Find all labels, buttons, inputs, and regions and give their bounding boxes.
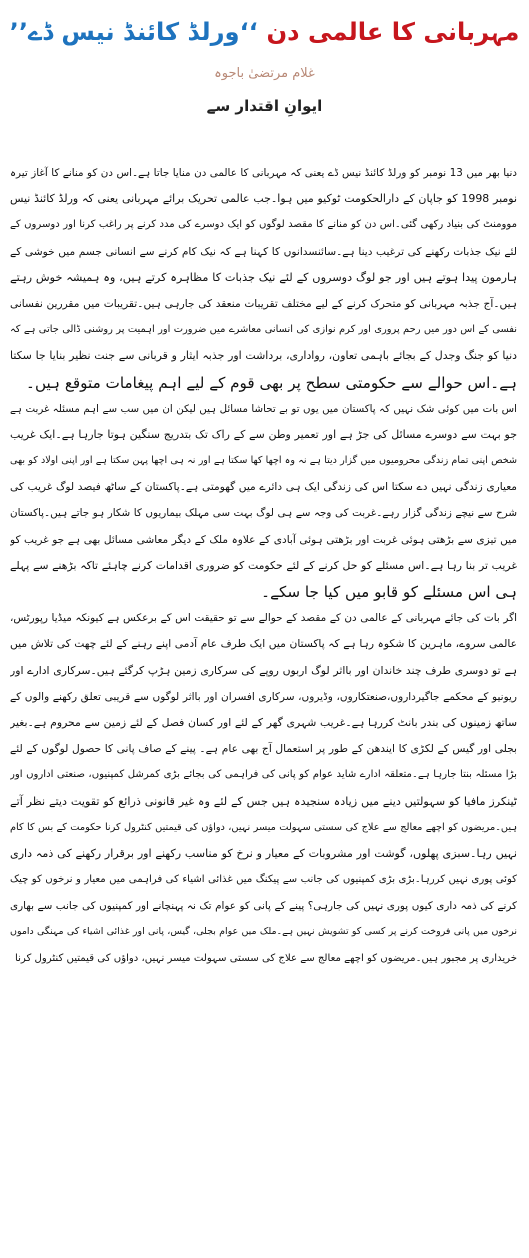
paragraph-3-line: ہیں۔مریضوں کو اچھے معالج سے علاج کی سستی سہولت میسر نہیں، دواؤں کی قیمتیں کنٹرول کرنا حکومت کے بس کا کام [10,821,517,833]
paragraph-3-line: نرخوں میں پانی فروخت کرنے پر کسی کو تشویش نہیں ہے۔ملک میں عوام بجلی، گیس، پانی اور غذائی اشیاء کی مہنگی داموں [10,926,517,938]
paragraph-2-line: اس بات میں کوئی شک نہیں کہ پاکستان میں یوں تو بے تحاشا مسائل ہیں لیکن ان میں سب سے اہم مسئلہ غربت ہے [10,402,517,415]
paragraph-3-line: کوئی پوری نہیں کررہا۔بڑی بڑی کمپنیوں کی جانب سے پیکنگ میں غذائی اشیاء کی فراہمی میں معیار و نرخوں کو چیک [10,874,517,886]
headline-quoted: ‘‘ورلڈ کائنڈ نیس ڈے’’ [9,18,258,46]
paragraph-2-line: شرح سے نیچے زندگی گزار رہے۔غربت کی وجہ سے ہی لوگ بہت سی مہلک بیماریوں کا شکار ہو جاتے ہیں۔پاکستان [10,507,517,520]
article-body [10,160,517,972]
paragraph-3-line: کرنے کی ذمہ داری کیوں پوری نہیں کی جارہی؟ پینے کے پانی کو عوام تک نہ پہنچانے اور کمپنیوں کی جانب سے بھاری [10,900,517,913]
paragraph-3-line: ساتھ زمینوں کی بندر بانٹ کررہا ہے۔غریب شہری گھر کے لئے اور کسان فصل کے لئے زمین سے محروم ہے۔بغیر [10,715,517,729]
column-name: ایوانِ اقتدار سے [206,97,323,115]
paragraph-3-line: ریونیو کے محکمے جاگیرداروں،صنعتکاروں، وڈیروں، سرکاری افسران اور بااثر لوگوں سے قریبی تعلق رکھنے والوں کے [10,690,517,703]
paragraph-3-line: خریداری پر مجبور ہیں۔مریضوں کو اچھے معالج سے علاج کی سستی سہولت میسر نہیں، دواؤں کی قیمتیں کنٹرول کرنا [14,952,517,964]
paragraph-3-line: عالمی سروے، ماہرین کا شکوہ رہا ہے کہ پاکستان میں ایک طرف عام آدمی اپنے رہنے کے لئے چھت کی تلاش میں [10,637,517,651]
paragraph-3-line: ٹینکرز مافیا کو سہولتیں دینے میں زیادہ سنجیدہ ہیں جس کے لئے وہ غیر قانونی ذرائع کو تقویت دیتے نظر آتے [10,794,517,808]
paragraph-1-line: نومبر 1998 کو جاپان کے دارالحکومت ٹوکیو میں ہوا۔جب عالمی تحریک برائے مہربانی یعنی کہ ورلڈ کائنڈ نیس [10,192,517,206]
paragraph-1-line: ہیں۔آج جذبہ مہربانی کو متحرک کرنے کے لیے مختلف تقریبات منعقد کی جارہی ہیں۔تقریبات میں مقررین نفسانی [10,297,517,310]
paragraph-1-line: موومنٹ کی بنیاد رکھی گئی۔اس دن کو منانے کا مقصد لوگوں کو ایک دوسرے کی مدد کرنے پر راغب کرنا اور دوسروں کے [10,219,517,231]
paragraph-1-line: ہارمون پیدا ہوتے ہیں اور جو لوگ دوسروں کے لئے نیک جذبات کا مظاہرہ کرتے ہیں، وہ ہمیشہ خوش رہتے [10,270,517,284]
headline-main: مہربانی کا عالمی دن [266,18,520,46]
paragraph-3-line: بڑا مسئلہ بنتا جارہا ہے۔متعلقہ ادارے شاید عوام کو پانی کی فراہمی کی بجائے بڑی کمرشل کمپنیوں، صنعتی اداروں اور [10,769,517,781]
paragraph-2-line: معیاری زندگی نہیں دے سکتا اس کی زندگی ایک ہی دائرے میں گھومتی ہے۔پاکستان کے ساٹھ فیصد لوگ غریب کی [10,480,517,494]
article-headline [0,12,529,52]
paragraph-1-line: ہے۔اس حوالے سے حکومتی سطح پر بھی قوم کے لیے اہم پیغامات متوقع ہیں۔ [26,373,517,392]
paragraph-2-line: شخص اپنی تمام زندگی محرومیوں میں گزار دیتا ہے نہ وہ اچھا کھا سکتا ہے اور نہ ہی اچھا پہن سکتا ہے اور اپنی اولاد کو بھی [10,455,517,467]
paragraph-3-line: نہیں رہا۔سبزی پھلوں، گوشت اور مشروبات کے معیار و نرخ کو مناسب رکھنے اور برقرار رکھنے کی ذمہ داری [10,846,517,860]
paragraph-2-line: میں تیزی سے بڑھتی ہوئی غربت اور بڑھتی ہوئی آبادی کے علاوہ ملک کے دیگر معاشی مسائل بھی ہے جو غریب کو [10,533,517,546]
author-byline: غلام مرتضیٰ باجوہ [214,66,315,81]
paragraph-3-line: ہے تو دوسری طرف چند خاندان اور بااثر لوگ اربوں روپے کی سرکاری زمین ہڑپ کرگئے ہیں۔سرکاری ادارے اور [10,663,517,677]
paragraph-2-line: جو بہت سے دوسرے مسائل کی جڑ ہے اور تعمیر وطن سے کے راک تک بتدریج سنگین ہوتا جارہا ہے۔ایک غریب [10,427,517,441]
paragraph-3-line: بجلی اور گیس کے لکڑی کا ایندھن کے طور پر استعمال آج بھی عام ہے۔ پینے کے صاف پانی کا حصول لوگوں کے لئے [10,742,517,756]
paragraph-1-line: لئے نیک جذبات رکھنے کی ترغیب دینا ہے۔سائنسدانوں کا کہنا ہے کہ نیک کام کرنے سے انسانی جسم میں خوشی کے [10,244,517,258]
paragraph-1-line: نفسی کے اس دور میں رحم پروری اور کرم نوازی کی انسانی معاشرے میں ضرورت اور اہمیت پر روشنی ڈالی جاتی ہے کہ [10,324,517,336]
paragraph-1-line: دنیا کو جنگ وجدل کے بجائے باہمی تعاون، رواداری، برداشت اور جذبہ ایثار و قربانی سے جنت نظیر بنایا جا سکتا [10,349,517,363]
paragraph-2-line: غریب تر بنا رہا ہے۔اس مسئلے کو حل کرنے کے لئے حکومت کو ضروری اقدامات کرنے چاہئے تاکہ بڑھنے سے پہلے [10,558,517,572]
paragraph-1-line: دنیا بھر میں 13 نومبر کو ورلڈ کائنڈ نیس ڈے یعنی کہ مہربانی کا عالمی دن منایا جاتا ہے۔اس دن کو منانے کا آغاز تیرہ [10,167,517,179]
paragraph-2-line: ہی اس مسئلے کو قابو میں کیا جا سکے۔ [261,583,517,601]
paragraph-3-line: اگر بات کی جائے مہربانی کے عالمی دن کے مقصد کے حوالے سے تو حقیقت اس کے برعکس ہے کیونکہ میڈیا رپورٹس، [10,612,517,625]
